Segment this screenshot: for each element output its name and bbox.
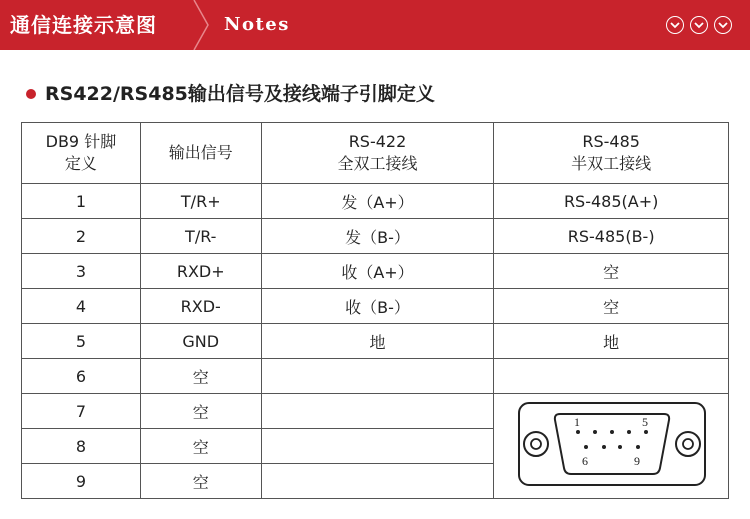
table-row <box>22 219 729 254</box>
pin-cell: 5 <box>22 324 141 359</box>
rs422-cell: 收（B-） <box>261 289 494 324</box>
rs485-cell: 空 <box>494 254 729 289</box>
rs485-cell: RS-485(B-) <box>494 219 729 254</box>
rs485-cell: 空 <box>494 289 729 324</box>
signal-cell: RXD- <box>140 289 261 324</box>
header-notes-label: Notes <box>224 14 290 35</box>
pin-label: 5 <box>642 415 649 429</box>
table-row <box>22 289 729 324</box>
chevron-down-icon[interactable] <box>714 16 732 34</box>
header-title: 通信连接示意图 <box>10 13 157 37</box>
pin-cell: 9 <box>22 464 141 499</box>
pin-label: 9 <box>634 454 641 468</box>
pin-cell: 4 <box>22 289 141 324</box>
rs485-cell: 地 <box>494 324 729 359</box>
header-label: RS-422 <box>348 132 407 151</box>
db9-connector-cell <box>494 394 729 499</box>
rs485-cell: RS-485(A+) <box>494 184 729 219</box>
signal-cell: 空 <box>140 429 261 464</box>
rs422-cell: 发（A+） <box>261 184 494 219</box>
header-cell-signal <box>140 123 261 184</box>
pin-cell: 6 <box>22 359 141 394</box>
pin-definition-table <box>21 122 729 499</box>
header-label: 半双工接线 <box>571 154 652 173</box>
rs422-cell <box>261 394 494 429</box>
signal-cell: RXD+ <box>140 254 261 289</box>
table-row <box>22 184 729 219</box>
pin-cell: 8 <box>22 429 141 464</box>
table-row <box>22 254 729 289</box>
chevron-down-icon[interactable] <box>690 16 708 34</box>
signal-cell: GND <box>140 324 261 359</box>
pin-label: 6 <box>582 454 589 468</box>
header-label: 定义 <box>64 154 97 173</box>
pin-cell: 2 <box>22 219 141 254</box>
rs485-cell <box>494 359 729 394</box>
header-label: 全双工接线 <box>337 154 418 173</box>
header-bar <box>0 0 750 50</box>
pin-cell: 3 <box>22 254 141 289</box>
chevron-separator-icon <box>190 0 212 50</box>
db9-connector-diagram <box>518 402 706 486</box>
pin-cell: 7 <box>22 394 141 429</box>
rs422-cell: 收（A+） <box>261 254 494 289</box>
section-title-text: RS422/RS485输出信号及接线端子引脚定义 <box>45 83 435 105</box>
header-label: 输出信号 <box>168 143 233 162</box>
table-row <box>22 394 729 429</box>
chevron-down-icon[interactable] <box>666 16 684 34</box>
table-header-row <box>22 123 729 184</box>
header-cell-rs422 <box>261 123 494 184</box>
signal-cell: 空 <box>140 394 261 429</box>
bullet-icon <box>26 89 36 99</box>
signal-cell: 空 <box>140 359 261 394</box>
rs422-cell: 发（B-） <box>261 219 494 254</box>
table-row <box>22 359 729 394</box>
section-title <box>26 80 435 108</box>
pin-cell: 1 <box>22 184 141 219</box>
signal-cell: 空 <box>140 464 261 499</box>
pin-label: 1 <box>574 415 581 429</box>
rs422-cell: 地 <box>261 324 494 359</box>
rs422-cell <box>261 464 494 499</box>
rs422-cell <box>261 359 494 394</box>
table-row <box>22 324 729 359</box>
signal-cell: T/R+ <box>140 184 261 219</box>
header-cell-pin <box>22 123 141 184</box>
header-label: DB9 针脚 <box>45 132 117 151</box>
header-label: RS-485 <box>582 132 640 151</box>
rs422-cell <box>261 429 494 464</box>
signal-cell: T/R- <box>140 219 261 254</box>
header-cell-rs485 <box>494 123 729 184</box>
header-icon-group <box>666 16 732 34</box>
